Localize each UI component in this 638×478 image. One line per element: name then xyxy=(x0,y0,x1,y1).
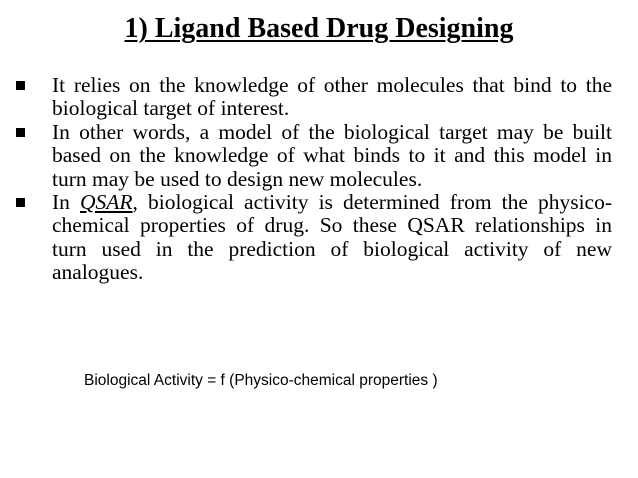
bullet-list xyxy=(14,74,612,285)
bullet-item xyxy=(14,121,612,191)
bullet-text: It relies on the knowledge of other molecules that bind to the biological target of interest. xyxy=(52,73,612,121)
formula-text: Biological Activity = f (Physico-chemical properties ) xyxy=(84,372,438,389)
square-bullet-icon xyxy=(16,128,25,137)
square-bullet-icon xyxy=(16,198,25,207)
qsar-term: QSAR xyxy=(79,190,133,215)
square-bullet-icon xyxy=(16,81,25,90)
bullet-text: In other words, a model of the biological target may be built based on the knowledge of what binds to it and this model in turn may be used to design new molecules. xyxy=(52,119,612,191)
slide-title: 1) Ligand Based Drug Designing xyxy=(124,13,514,44)
bullet-text-suffix: , biological activity is determined from the physico-chemical properties of drug. So these QSAR relationships in turn used in the prediction of biological activity of new analogues. xyxy=(52,190,612,285)
bullet-item xyxy=(14,191,612,285)
bullet-item xyxy=(14,74,612,121)
bullet-text-prefix: In xyxy=(52,190,80,215)
